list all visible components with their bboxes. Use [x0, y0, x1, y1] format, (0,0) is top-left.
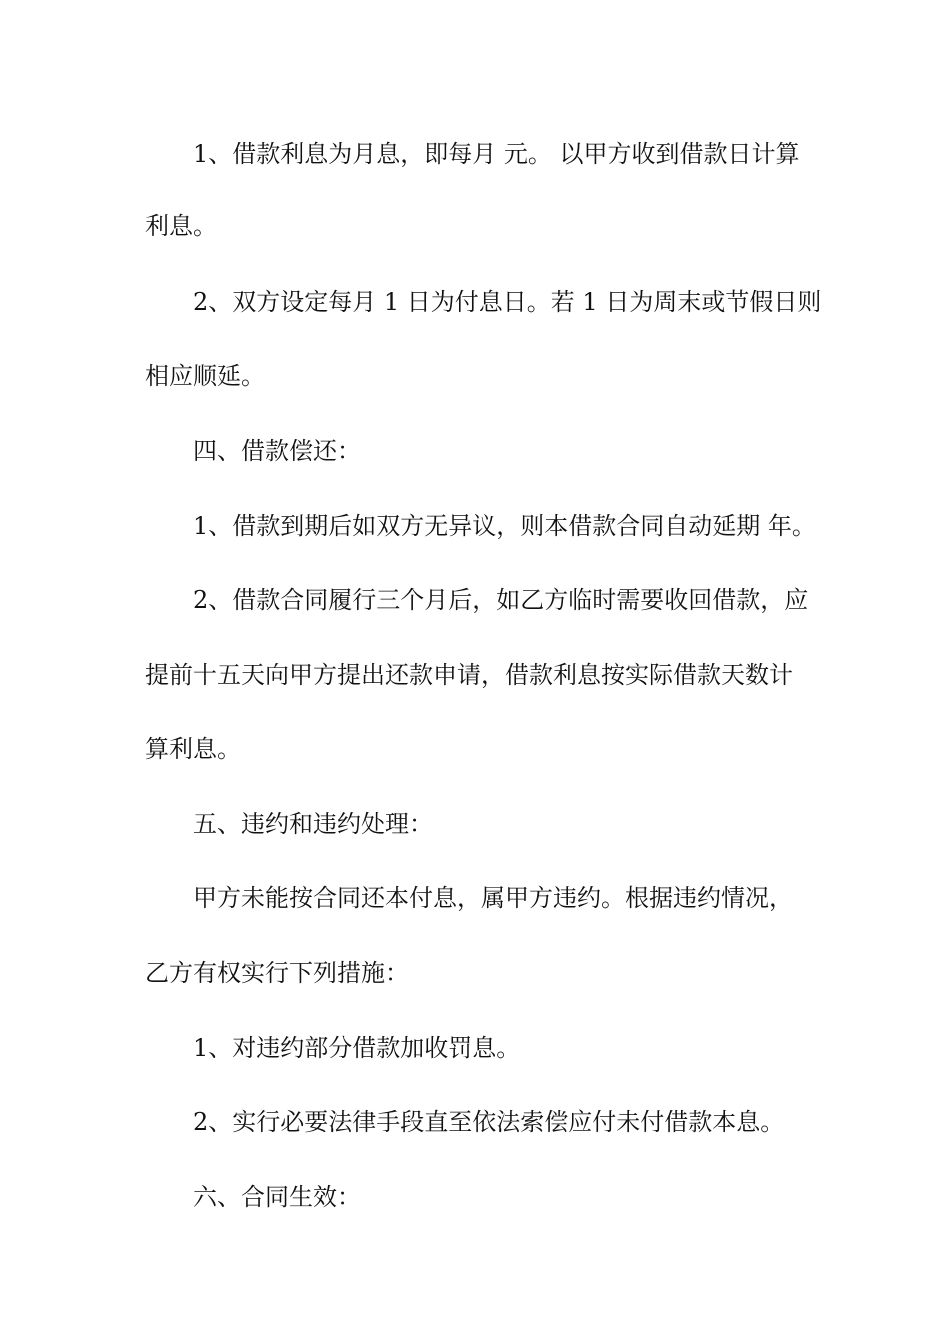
- breach-paragraph-line-1: 甲方未能按合同还本付息，属甲方违约。根据违约情况，: [193, 884, 793, 912]
- interest-clause-2-line-2: 相应顺延。: [145, 362, 265, 390]
- interest-clause-1-line-2: 利息。: [145, 212, 217, 240]
- breach-measure-1: 1、对违约部分借款加收罚息。: [193, 1034, 521, 1062]
- repayment-clause-2-line-3: 算利息。: [145, 735, 241, 763]
- interest-clause-1-line-1: 1、借款利息为月息，即每月 元。 以甲方收到借款日计算: [193, 140, 800, 168]
- repayment-clause-2-line-2: 提前十五天向甲方提出还款申请，借款利息按实际借款天数计: [145, 661, 793, 689]
- section-heading-breach: 五、违约和违约处理：: [193, 810, 433, 838]
- section-heading-effectiveness: 六、合同生效：: [193, 1183, 361, 1211]
- interest-clause-2-line-1: 2、双方设定每月 1 日为付息日。若 1 日为周末或节假日则: [193, 288, 822, 316]
- breach-measure-2: 2、实行必要法律手段直至依法索偿应付未付借款本息。: [193, 1108, 785, 1136]
- repayment-clause-2-line-1: 2、借款合同履行三个月后，如乙方临时需要收回借款，应: [193, 586, 809, 614]
- repayment-clause-1: 1、借款到期后如双方无异议，则本借款合同自动延期 年。: [193, 512, 816, 540]
- section-heading-repayment: 四、借款偿还：: [193, 437, 361, 465]
- breach-paragraph-line-2: 乙方有权实行下列措施：: [145, 959, 409, 987]
